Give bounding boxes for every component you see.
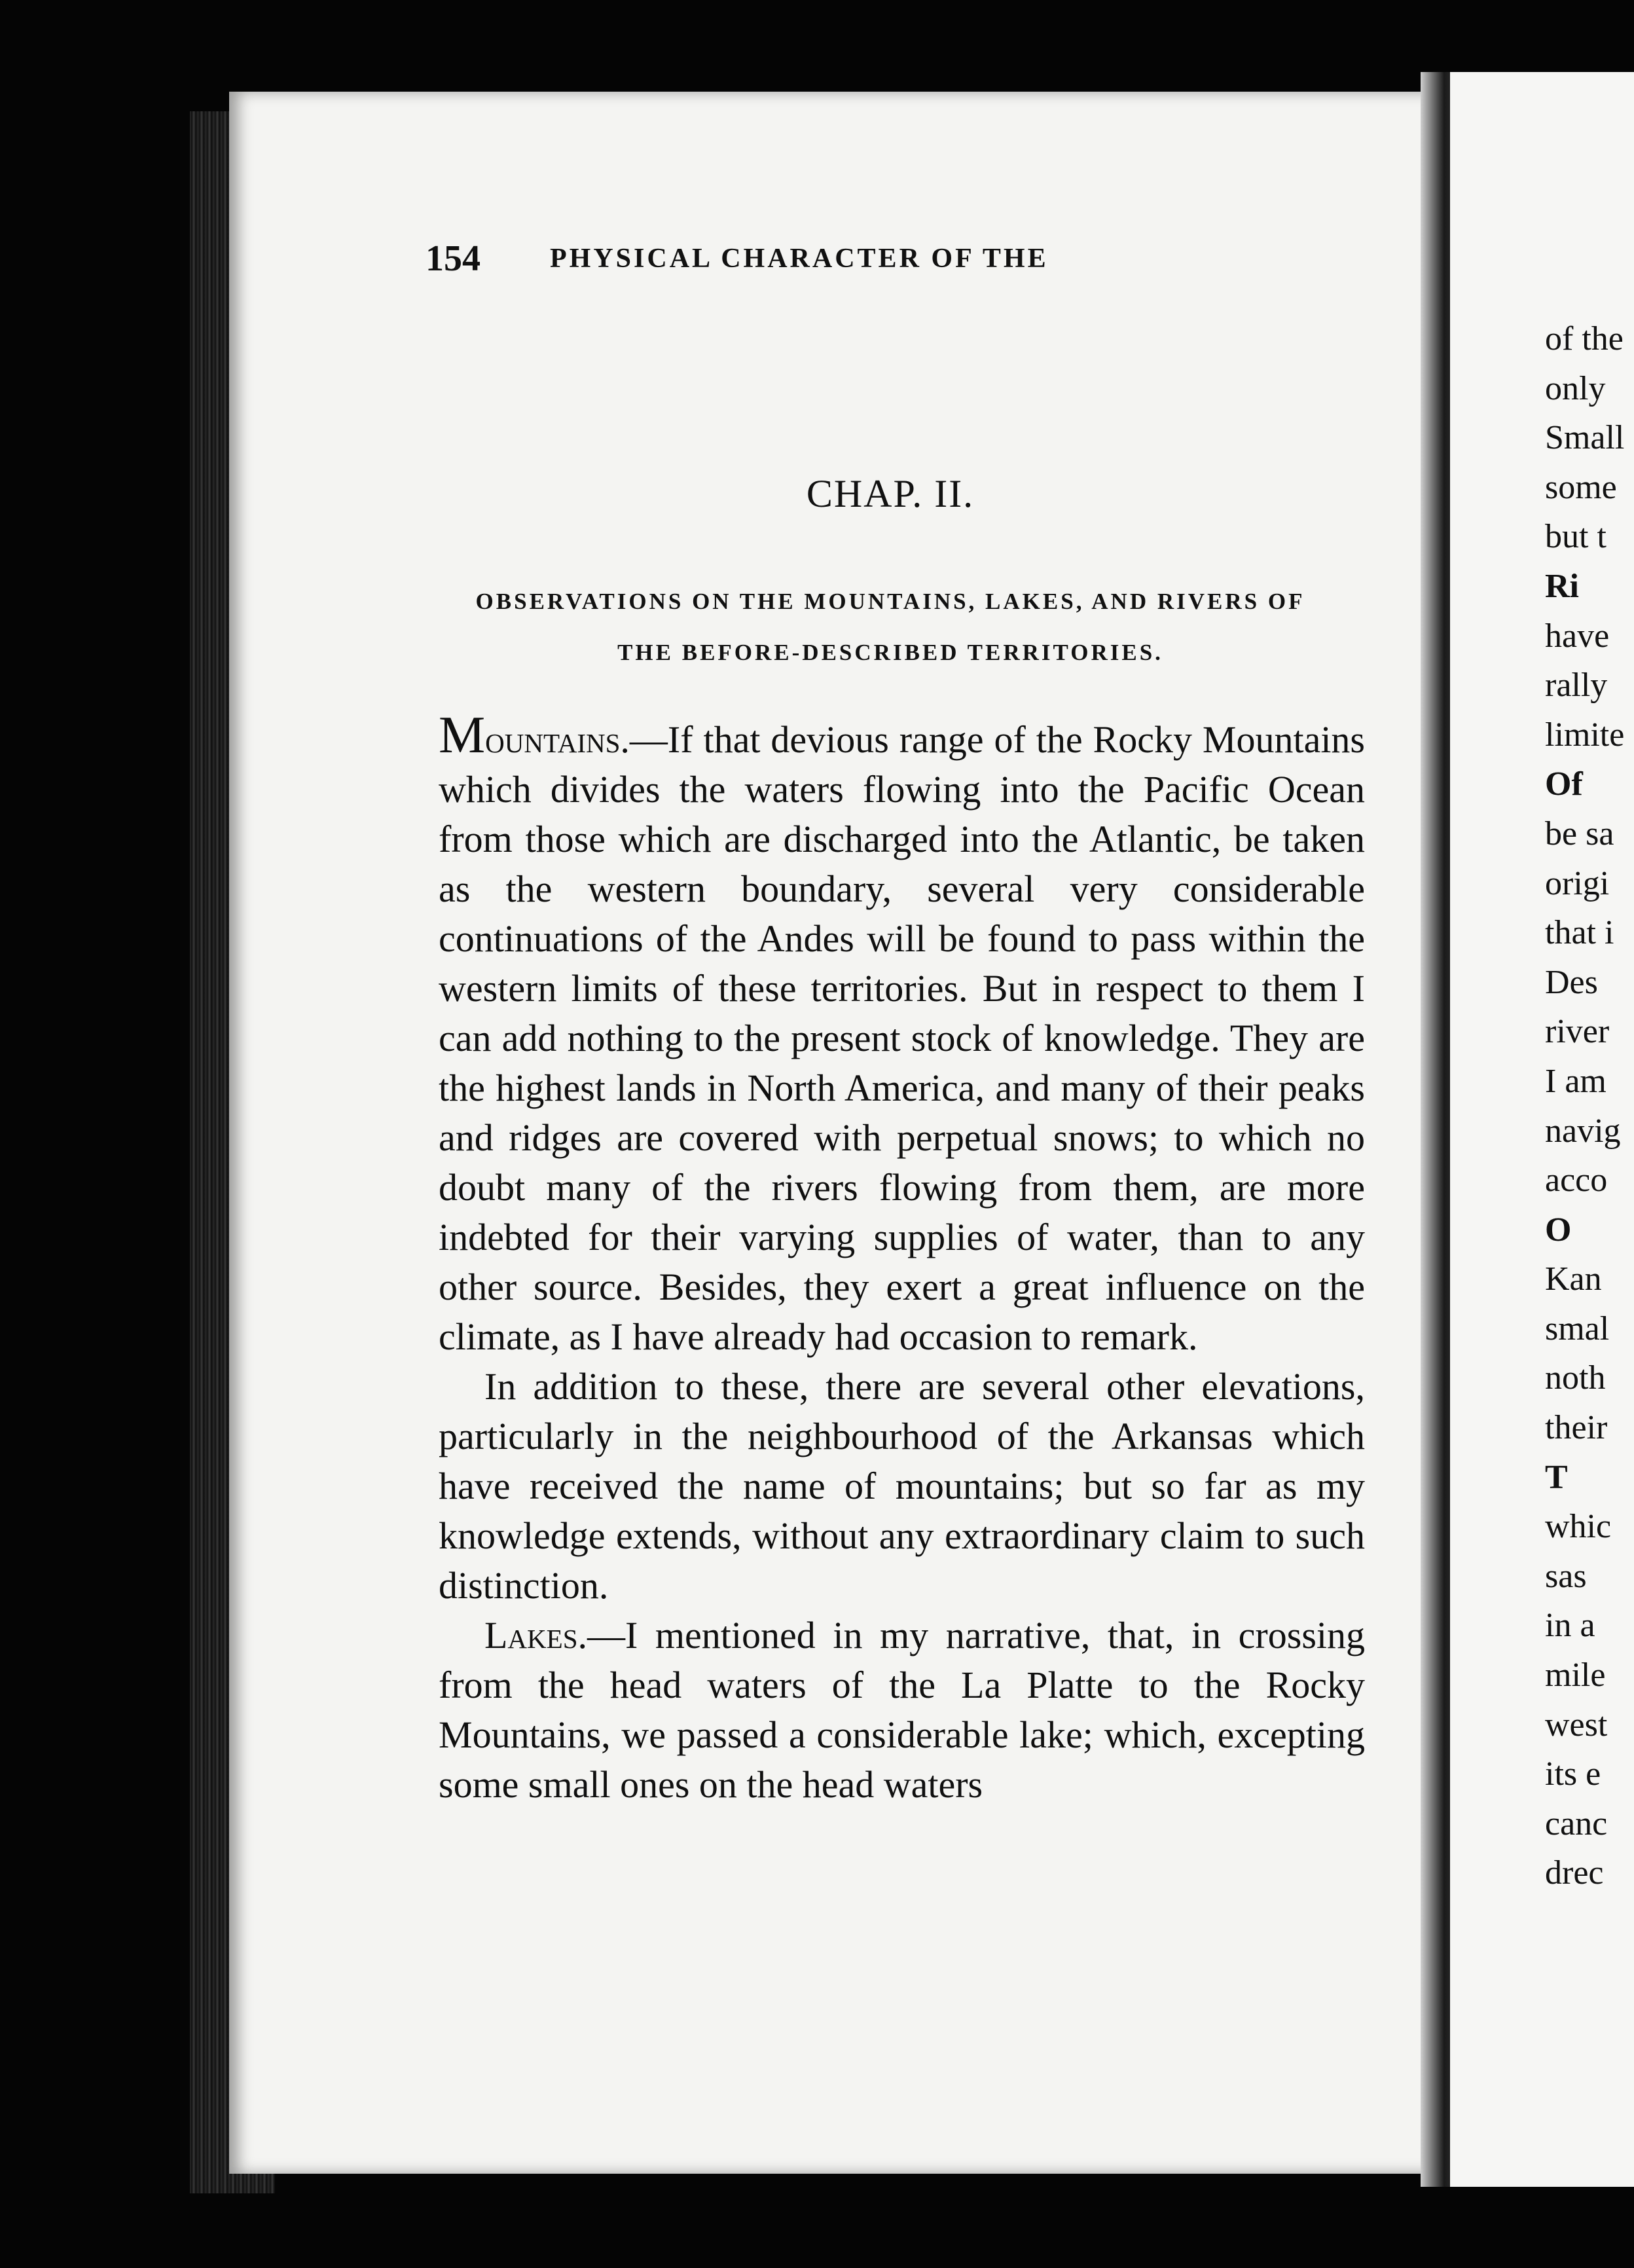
paragraph-text: —I mentioned in my narrative, that, in crossing from the head waters of the La Platte to the Rocky Mountains, we passed a considerable lake; which, excepting some small ones on the head waters xyxy=(439,1614,1365,1806)
facing-page-line: navig xyxy=(1545,1112,1621,1150)
facing-page-line: river xyxy=(1545,1013,1610,1051)
facing-page-line: its e xyxy=(1545,1755,1601,1793)
facing-page-line: their xyxy=(1545,1409,1608,1447)
paragraph-lead-word: Lakes. xyxy=(484,1614,587,1656)
chapter-subtitle-line-2: THE BEFORE-DESCRIBED TERRITORIES. xyxy=(617,640,1163,665)
paragraph-initial: M xyxy=(439,706,486,764)
facing-page-line: some xyxy=(1545,468,1617,506)
facing-page-line: I am xyxy=(1545,1062,1607,1100)
chapter-heading: CHAP. II. xyxy=(806,472,975,515)
chapter-subtitle xyxy=(426,576,1355,678)
facing-page-line: Of xyxy=(1545,765,1583,803)
body-text xyxy=(439,706,1365,1810)
paragraph-elevations: In addition to these, there are several other elevations, particularly in the neighbourhood of the Arkansas which have received the name of mountains; but so far as my knowledge extends, without any extraordinary claim to such distinction. xyxy=(439,1365,1365,1607)
facing-page-line: noth xyxy=(1545,1359,1606,1397)
facing-page-line: of the xyxy=(1545,320,1624,357)
facing-page-line: in a xyxy=(1545,1607,1595,1645)
facing-page-line: west xyxy=(1545,1706,1608,1744)
facing-page-line: acco xyxy=(1545,1161,1608,1199)
running-header xyxy=(426,232,1178,285)
facing-page-line: but t xyxy=(1545,518,1607,556)
paragraph-text: —If that devious range of the Rocky Mountains which divides the waters flowing into the Pacific Ocean from those which are discharged into the Atlantic, be taken as the western boundary, several very considerable continuations of the Andes will be found to pass within the western limits of these territories. But in respect to them I can add nothing to the present stock of knowledge. They are the highest lands in North America, and many of their peaks and ridges are covered with perpetual snows; to which no doubt many of the rivers flowing from them, are more indebted for their varying supplies of water, than to any other source. Besides, they exert a great influence on the climate, as I have already had occasion to remark. xyxy=(439,718,1365,1358)
facing-page-line: rally xyxy=(1545,667,1608,704)
facing-page-line: mile xyxy=(1545,1656,1606,1694)
facing-page-line: whic xyxy=(1545,1508,1612,1546)
facing-page-line: origi xyxy=(1545,864,1610,902)
chapter-subtitle-line-1: OBSERVATIONS ON THE MOUNTAINS, LAKES, AND RIVERS OF xyxy=(475,589,1305,614)
facing-page-line: sas xyxy=(1545,1557,1587,1595)
facing-page-line: Small xyxy=(1545,419,1625,457)
facing-page-line: limite xyxy=(1545,716,1625,754)
running-title: PHYSICAL CHARACTER OF THE xyxy=(550,244,1049,274)
facing-page-line: Kan xyxy=(1545,1260,1602,1298)
paragraph-mountains xyxy=(439,706,1365,1362)
facing-page-line: be sa xyxy=(1545,814,1614,852)
facing-page-line: that i xyxy=(1545,914,1614,952)
facing-page-line: Des xyxy=(1545,963,1598,1001)
facing-page-line: O xyxy=(1545,1211,1572,1249)
facing-page-line: smal xyxy=(1545,1309,1610,1347)
facing-page-line: only xyxy=(1545,369,1606,407)
paragraph-lakes xyxy=(439,1611,1365,1810)
facing-page-line: have xyxy=(1545,617,1610,655)
facing-page-text xyxy=(1545,314,1634,1898)
facing-page-line: T xyxy=(1545,1458,1568,1496)
page-number: 154 xyxy=(426,238,481,279)
paragraph-lead-word: ountains. xyxy=(485,718,630,761)
facing-page-line: canc xyxy=(1545,1804,1608,1842)
facing-page-line: drec xyxy=(1545,1854,1604,1892)
facing-page-line: Ri xyxy=(1545,567,1579,605)
